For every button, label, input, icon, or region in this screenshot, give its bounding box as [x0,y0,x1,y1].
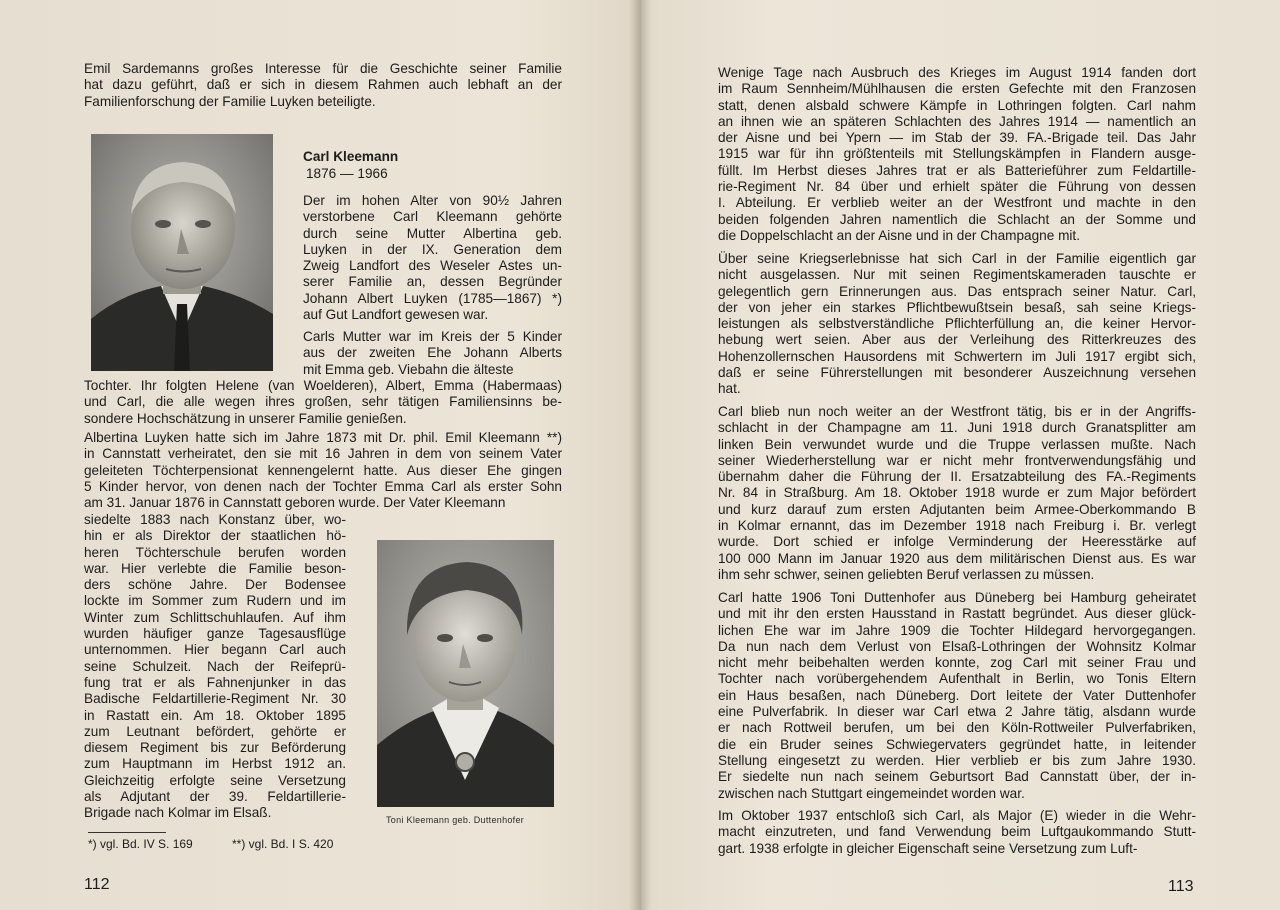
text-line: wurde. Dort schied er infolge Verminderung der Heeresstärke auf [718,534,1196,550]
text-line: I. Abteilung. Er verblieb weiter an der Westfront und machte in den [718,195,1196,211]
text-line: Emil Sardemanns großes Interesse für die Geschichte seiner Familie [84,61,562,76]
text-line: Nr. 84 in Straßburg. Am 18. Oktober 1918 wurde er zum Major befördert [718,485,1196,501]
text-line: daß er seine Führerstellungen mit besonderer Auszeichnung versehen [718,365,1196,381]
text-line: in Kolmar ernannt, das im Dezember 1918 nach Freiburg i. Br. verlegt [718,518,1196,534]
text-line: in Rastatt ein. Am 18. Oktober 1895 [84,707,346,723]
text-line: zwischen nach Stuttgart eingemeindet worden war. [718,785,1025,801]
paragraph-bio-1 [303,193,562,323]
text-line: mit Emma geb. Viebahn die älteste [303,361,514,377]
book-gutter [630,0,650,910]
text-line: serer Familie an, dessen Begründer [303,274,562,290]
text-line: statt, denen alsbald schwere Kämpfe in Lothringen folgten. Carl nahm [718,97,1196,113]
text-line: Familienforschung der Familie Luyken beteiligte. [84,93,376,109]
footnote-1: *) vgl. Bd. IV S. 169 [88,837,193,851]
text-line: Winter zum Schlittschuhlaufen. Auf ihm [84,609,346,625]
text-line: er nach Rottweil berufen, um bei den Köln-Rottweiler Pulverfabriken, [718,720,1196,736]
text-line: aus der zweiten Ehe Johann Alberts [303,345,562,361]
text-line: gart. 1938 erfolgte in gleicher Eigenschaft seine Versetzung zum Luft- [718,840,1138,856]
text-line: 1915 war für ihn größtenteils mit Stellungskämpfen in Flandern ausge- [718,146,1196,162]
text-line: lichen Ehe war im Jahre 1909 die Tochter Hildegard hervorgegangen. [718,622,1196,638]
text-line: Stellung eingesetzt zu werden. Hier verblieb er bis zum Jahre 1930. [718,752,1196,768]
text-line: Über seine Kriegserlebnisse hat sich Carl in der Familie eigentlich gar [718,251,1196,266]
text-line: der Aisne und bei Ypern — im Stab der 39. FA.-Brigade teil. Das Jahr [718,130,1196,146]
text-line: im Raum Sennheim/Mühlhausen die ersten Gefechte mit den Franzosen [718,81,1196,97]
text-line: nicht ausgelassen. Nur mit seinen Regimentskameraden tauschte er [718,267,1196,283]
text-line: als Adjutant der 39. Feldartillerie- [84,789,346,805]
text-line: und mit ihr den ersten Hausstand in Rastatt begründet. Aus dieser glück- [718,606,1196,622]
text-line: fung trat er als Fahnenjunker in das [84,674,346,690]
text-line: gelegentlich gern Erinnerungen aus. Das entsprach seiner Natur. Carl, [718,283,1196,299]
text-line: der von jeher ein starkes Pflichtbewußtsein besaß, sah seine Kriegs- [718,299,1196,315]
page-number-right: 113 [1168,878,1194,895]
text-line: hebung wert seien. Aber aus der Verleihung des Ritterkreuzes des [718,332,1196,348]
text-line: eine Pulverfabrik. In dieser war Carl etwa 2 Jahre tätig, alsdann wurde [718,704,1196,720]
text-line: Er siedelte nun nach seinem Geburtsort Bad Cannstatt über, der in- [718,769,1196,785]
text-line: hat dazu geführt, daß er sich in diesem Rahmen auch lebhaft an der [84,77,562,93]
text-line: Carls Mutter war im Kreis der 5 Kinder [303,329,562,344]
paragraph-bio-2 [303,329,562,378]
text-line: die Doppelschlacht an der Aisne und in der Champagne mit. [718,227,1080,243]
text-line: die ein Bruder seines Schwiegervaters gegründet hatte, in leitender [718,736,1196,752]
text-line: und Carl, die alle wegen ihres großen, sehr tätigen Familiensinns be- [84,394,562,410]
text-line: leistungen als selbstverständliche Pflichterfüllung an, die keiner Hervor- [718,316,1196,332]
text-line: ders schöne Jahre. Der Bodensee [84,577,346,593]
paragraph-westfront [718,404,1196,583]
text-line: sondere Hochschätzung in unserer Familie genießen. [84,410,407,426]
text-line: ein Haus besaßen, nach Düneberg. Dort leitete der Vater Duttenhofer [718,687,1196,703]
text-line: Badische Feldartillerie-Regiment Nr. 30 [84,691,346,707]
text-line: übernahm daher die Führung der II. Ersatzabteilung des FA.-Regiments [718,469,1196,485]
portrait-toni-kleemann [377,540,554,807]
text-line: Johann Albert Luyken (1785—1867) *) [303,290,562,306]
text-line: war. Hier verlebte die Familie beson- [84,560,346,576]
text-line: füllt. Im Herbst dieses Jahres trat er als Batterieführer zum Feldartille- [718,162,1196,178]
text-line: hin er als Direktor der staatlichen hö- [84,528,346,544]
text-line: Hohenzollernschen Hausordens mit Schwertern im Juli 1917 ergibt sich, [718,348,1196,364]
paragraph-war-1914 [718,65,1196,244]
heading-carl-kleemann: Carl Kleemann [303,149,399,164]
text-line: seiner Wiederherstellung war er nicht mehr frontverwendungsfähig und [718,452,1196,468]
text-line: nicht mehr beibehalten werden konnte, zog Carl mit seiner Frau und [718,655,1196,671]
text-line: und kurz darauf zum ersten Adjutanten beim Armee-Oberkommando B [718,501,1196,517]
text-line: schlacht in der Champagne am 11. Juni 1918 durch Granatsplitter am [718,420,1196,436]
text-line: durch seine Mutter Albertina geb. [303,225,562,241]
text-line: Albertina Luyken hatte sich im Jahre 1873 mit Dr. phil. Emil Kleemann **) [84,430,562,445]
text-line: macht einzutreten, und fand Verwendung beim Luftgaukommando Stutt- [718,824,1196,840]
text-line: zum Hauptmann im Herbst 1912 an. [84,756,346,772]
text-line: unternommen. Hier begann Carl auch [84,642,346,658]
text-line: in Cannstatt verheiratet, den sie mit 16 Jahren in dem von seinem Vater [84,446,562,462]
footnote-rule [88,832,166,833]
text-line: ihm sehr schwer, seinen geliebten Beruf verlassen zu müssen. [718,566,1095,582]
text-line: Da nun nach dem Verlust von Elsaß-Lothringen der Wohnsitz Kolmar [718,638,1196,654]
paragraph-marriage [718,590,1196,802]
text-line: Brigade nach Kolmar im Elsaß. [84,805,272,821]
footnote-2: **) vgl. Bd. I S. 420 [232,837,334,851]
text-line: 5 Kinder hervor, von denen nach der Tochter Emma Carl als erster Sohn [84,478,562,494]
text-line: Der im hohen Alter von 90½ Jahren [303,193,562,208]
text-line: beiden folgenden Jahren namentlich die Schlacht an der Somme und [718,211,1196,227]
text-line: Carl hatte 1906 Toni Duttenhofer aus Düneberg bei Hamburg geheiratet [718,590,1196,605]
paragraph-war-experiences [718,251,1196,398]
photo-caption: Toni Kleemann geb. Duttenhofer [386,815,525,825]
text-line: an ihnen wie an späteren Schlachten des Jahres 1914 — namentlich an [718,113,1196,129]
text-line: siedelte 1883 nach Konstanz über, wo- [84,512,346,527]
text-line: 100 000 Mann im Januar 1920 aus dem militärischen Dienst aus. Es war [718,550,1196,566]
text-line: Gleichzeitig erfolgte seine Versetzung [84,772,346,788]
text-line: Luyken in der IX. Generation dem [303,241,562,257]
text-line: lockte im Sommer zum Rudern und im [84,593,346,609]
portrait-carl-kleemann [91,134,273,371]
text-line: seine Schulzeit. Nach der Reifeprü- [84,658,346,674]
paragraph-bio-2-cont [84,378,562,427]
text-line: rie-Regiment Nr. 84 über und erhielt später die Führung von dessen [718,179,1196,195]
text-line: Carl blieb nun noch weiter an der Westfront tätig, bis er in der Angriffs- [718,404,1196,419]
intro-paragraph [84,61,562,110]
text-line: zum Leutnant befördert, gehörte er [84,723,346,739]
paragraph-bio-3-narrow [84,512,346,822]
text-line: diesem Regiment bis zur Beförderung [84,740,346,756]
text-line: Wenige Tage nach Ausbruch des Krieges im August 1914 fanden dort [718,65,1196,80]
years-carl-kleemann: 1876 — 1966 [306,166,388,181]
text-line: wurden häufiger ganze Tagesausflüge [84,626,346,642]
text-line: auf Gut Landfort gewesen war. [303,307,489,323]
text-line: geleiteten Töchterpensionat kennengelernt hatte. Aus dieser Ehe gingen [84,462,562,478]
text-line: Im Oktober 1937 entschloß sich Carl, als Major (E) wieder in die Wehr- [718,808,1196,823]
text-line: verstorbene Carl Kleemann gehörte [303,209,562,225]
text-line: linken Bein verwundet wurde und die Truppe verlassen mußte. Nach [718,436,1196,452]
text-line: Tochter nach vorübergehendem Aufenthalt in Berlin, wo Tonis Eltern [718,671,1196,687]
text-line: Tochter. Ihr folgten Helene (van Woelderen), Albert, Emma (Habermaas) [84,378,562,393]
page-number-left: 112 [84,876,110,893]
text-line: heren Töchterschule berufen worden [84,544,346,560]
paragraph-bio-3 [84,430,562,511]
text-line: Zweig Landfort des Weseler Astes un- [303,258,562,274]
text-line: hat. [718,381,741,397]
paragraph-1937 [718,808,1196,857]
text-line: am 31. Januar 1876 in Cannstatt geboren wurde. Der Vater Kleemann [84,495,506,511]
